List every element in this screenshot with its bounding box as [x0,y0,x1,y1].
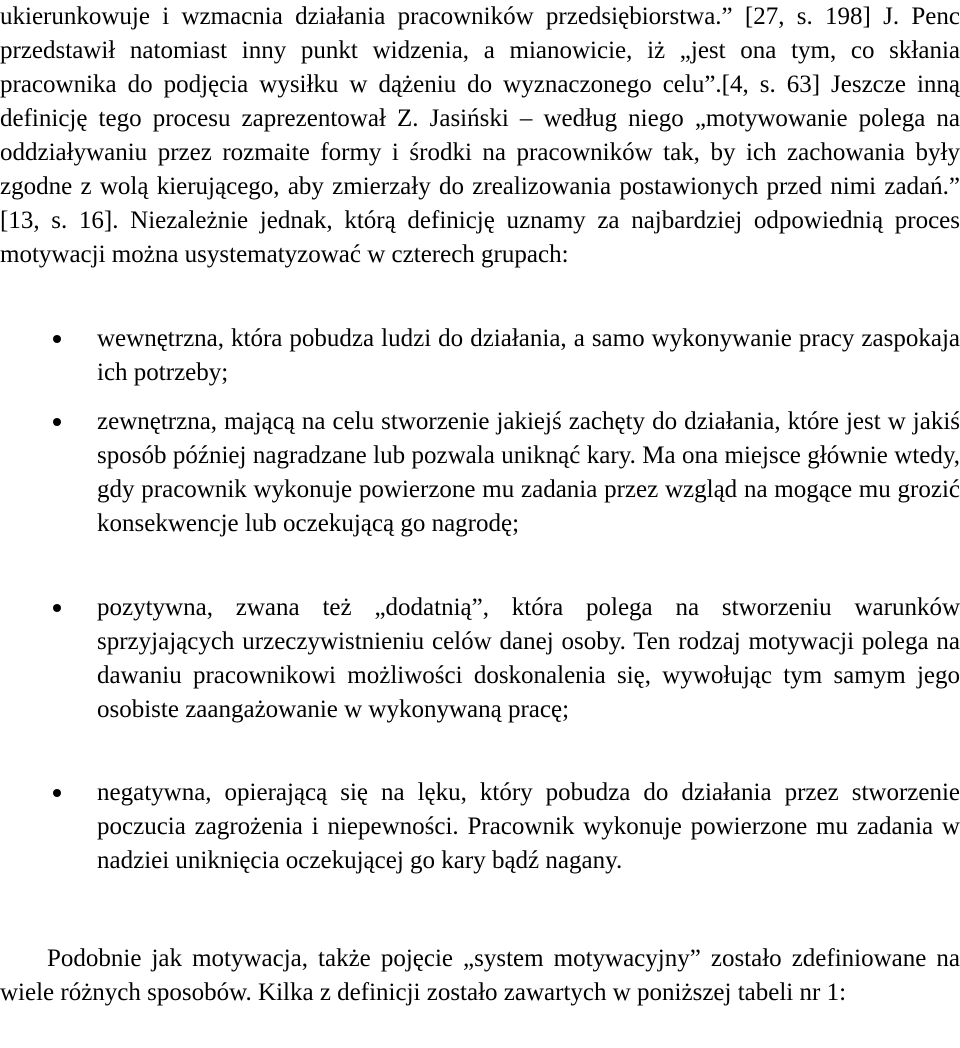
bullet-icon [53,604,61,612]
bullet-icon [53,335,61,343]
list-item-text: negatywna, opierającą się na lęku, który pobudza do działania przez stworzenie poczucia zagrożenia i niepewności. Pracownik wykonuje powierzone mu zadania w nadziei uniknięcia oczekującej go kary bądź nagany. [97,779,960,874]
list-item-text: zewnętrzna, mającą na celu stworzenie jakiejś zachęty do działania, które jest w jakiś sposób później nagradzane lub pozwala uniknąć kary. Ma ona miejsce głównie wtedy, gdy pracownik wykonuje powierzone mu zadania przez wzgląd na mogące mu grozić konsekwencje lub oczekującą go nagrodę; [97,408,960,537]
bullet-icon [53,418,61,426]
intro-paragraph: ukierunkowuje i wzmacnia działania pracowników przedsiębiorstwa.” [27, s. 198] J. Penc przedstawił natomiast inny punkt widzenia, a mianowicie, iż „jest ona tym, co skłania pracownika do podjęcia wysiłku w dążeniu do wyznaczonego celu”.[4, s. 63] Jeszcze inną definicję tego procesu zaprezentował Z. Jasiński – według niego „motywowanie polega na oddziaływaniu przez rozmaite formy i środki na pracowników tak, by ich zachowania były zgodne z wolą kierującego, aby zmierzały do zrealizowania postawionych przed nimi zadań.” [13, s. 16]. Niezależnie jednak, którą definicję uznamy za najbardziej odpowiednią proces motywacji można usystematyzować w czterech grupach: [0,3,960,268]
closing-paragraph: Podobnie jak motywacja, także pojęcie „system motywacyjny” zostało zdefiniowane na wiele różnych sposobów. Kilka z definicji zostało zawartych w poniższej tabeli nr 1: [0,945,960,1006]
list-item-text: pozytywna, zwana też „dodatnią”, która polega na stworzeniu warunków sprzyjających urzeczywistnieniu celów danej osoby. Ten rodzaj motywacji polega na dawaniu pracownikowi możliwości doskonalenia się, wywołując tym samym jego osobiste zaangażowanie w wykonywaną pracę; [97,594,960,723]
bullet-icon [53,789,61,797]
list-item-text: wewnętrzna, która pobudza ludzi do działania, a samo wykonywanie pracy zaspokaja ich potrzeby; [97,325,960,386]
